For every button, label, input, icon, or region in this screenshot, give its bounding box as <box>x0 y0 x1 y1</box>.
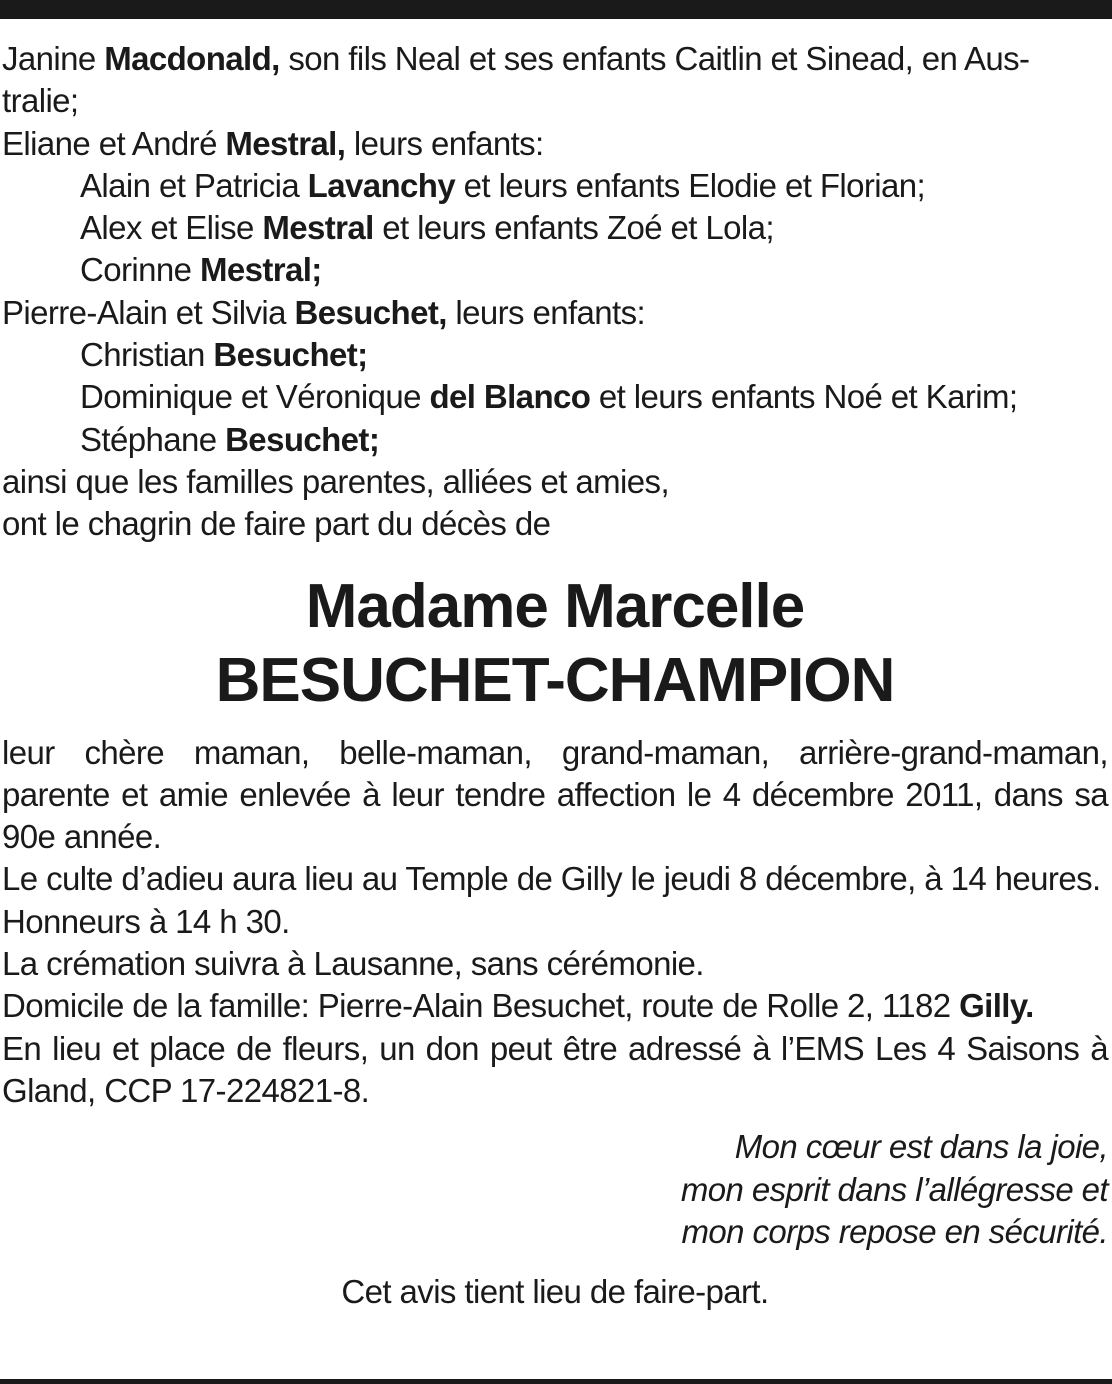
text: Christian <box>80 336 214 374</box>
text: et leurs enfants Elodie et Florian; <box>455 166 926 204</box>
family-name: Macdonald, <box>104 40 280 77</box>
text: et leurs enfants Noé et Karim; <box>590 378 1018 416</box>
text: Eliane et André <box>2 124 226 162</box>
quote <box>2 1126 1108 1253</box>
text: leurs enfants: <box>345 124 544 162</box>
text: Domicile de la famille: Pierre-Alain Besuchet, route de Rolle 2, 1182 <box>2 987 960 1025</box>
family-line <box>2 123 1108 165</box>
family-line <box>2 292 1108 334</box>
family-line: ont le chagrin de faire part du décès de <box>2 505 551 543</box>
details-paragraph <box>2 985 1108 1027</box>
closing-line: Cet avis tient lieu de faire-part. <box>341 1273 769 1311</box>
family-name: Mestral <box>262 209 374 247</box>
family-name: Besuchet; <box>213 336 368 374</box>
details-paragraph: Le culte d’adieu aura lieu au Temple de Gilly le jeudi 8 décembre, à 14 heures. <box>2 860 1101 898</box>
obituary-notice <box>2 38 1108 1313</box>
family-name: Besuchet, <box>294 293 447 331</box>
family-name: Besuchet; <box>225 420 380 458</box>
family-line <box>2 38 1108 80</box>
family-list <box>2 38 1108 546</box>
text: Dominique et Véronique <box>80 378 430 416</box>
top-rule <box>0 0 1112 19</box>
text: Janine <box>2 40 105 77</box>
details-paragraph: En lieu et place de fleurs, un don peut être adressé à l’EMS Les 4 Saisons à Gland, CCP 17-224821-8. <box>2 1029 1108 1109</box>
family-line <box>2 165 1108 207</box>
family-line: ainsi que les familles parentes, alliées et amies, <box>2 462 670 500</box>
family-line <box>2 249 1108 291</box>
quote-line: mon corps repose en sécurité. <box>681 1212 1108 1250</box>
details <box>2 732 1108 1113</box>
place-name: Gilly. <box>959 987 1034 1025</box>
family-line <box>2 419 1108 461</box>
text: leurs enfants: <box>446 293 646 331</box>
details-paragraph: Honneurs à 14 h 30. <box>2 902 290 940</box>
bottom-rule <box>0 1379 1112 1384</box>
text: Stéphane <box>80 420 226 458</box>
family-name: Mestral; <box>199 251 322 289</box>
text: Alex et Elise <box>80 209 263 247</box>
text: et leurs enfants Zoé et Lola; <box>373 209 774 247</box>
family-name: Mestral, <box>225 124 346 162</box>
family-name: Lavanchy <box>307 166 456 204</box>
details-paragraph: leur chère maman, belle-maman, grand-maman, arrière-grand-maman, parente et amie enlevée à leur tendre affection le 4 décembre 2011, dans sa 90e année. <box>2 733 1108 856</box>
deceased-name-line1: Madame Marcelle <box>305 571 805 641</box>
family-line <box>2 334 1108 376</box>
family-line <box>2 376 1108 418</box>
deceased-name-line2: BESUCHET-CHAMPION <box>215 645 895 715</box>
deceased-name <box>2 570 1108 718</box>
quote-line: Mon cœur est dans la joie, <box>734 1128 1108 1166</box>
family-line: tralie; <box>2 82 79 120</box>
quote-line: mon esprit dans l’allégresse et <box>680 1170 1108 1208</box>
text: Alain et Patricia <box>80 166 308 204</box>
details-paragraph: La crémation suivra à Lausanne, sans cérémonie. <box>2 945 704 983</box>
family-line <box>2 207 1108 249</box>
text: son fils Neal et ses enfants Caitlin et Sinead, en Aus- <box>279 40 1030 77</box>
text: Corinne <box>80 251 200 289</box>
text: Pierre-Alain et Silvia <box>2 293 295 331</box>
family-name: del Blanco <box>429 378 591 416</box>
